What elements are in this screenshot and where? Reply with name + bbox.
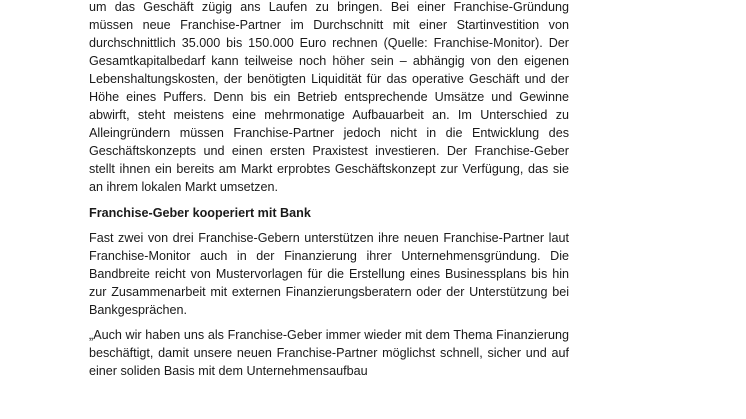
section-heading: Franchise-Geber kooperiert mit Bank — [89, 205, 311, 220]
quote-paragraph: „Auch wir haben uns als Franchise-Geber immer wieder mit dem Thema Finanzierung beschäftigt, damit unsere neuen Franchise-Partner möglichst schnell, sicher und auf einer soliden Basis mit dem Unternehmensaufbau — [89, 328, 569, 379]
body-paragraph: Fast zwei von drei Franchise-Gebern unterstützen ihre neuen Franchise-Partner laut Franchise-Monitor auch in der Finanzierung ihrer Unternehmensgründung. Die Bandbreite reicht von Mustervorlagen für die Erstellung eines Businessplans bis hin zur Zusammenarbeit mit externen Finanzierungsberatern oder der Unterstützung bei Bankgesprächen. — [89, 230, 569, 318]
body-paragraph: um das Geschäft zügig ans Laufen zu bringen. Bei einer Franchise-Gründung müssen neue Franchise-Partner im Durchschnitt mit einer Startinvestition von durchschnittlich 35.000 bis 150.000 Euro rechnen (Quelle: Franchise-Monitor). Der Gesamtkapitalbedarf kann teilweise noch höher sein – abhängig von den eigenen Lebenshaltungskosten, der benötigten Liquidität für das operative Geschäft und der Höhe eines Puffers. Denn bis ein Betrieb entsprechende Umsätze und Gewinne abwirft, steht meistens eine mehrmonatige Aufbauarbeit an. Im Unterschied zu Alleingründern müssen Franchise-Partner jedoch nicht in die Entwicklung des Geschäftskonzepts und einen ersten Praxistest investieren. Der Franchise-Geber stellt ihnen ein bereits am Markt erprobtes Geschäftskonzept zur Verfügung, das sie an ihrem lokalen Markt umsetzen. — [89, 0, 569, 195]
document-page — [89, 0, 569, 388]
